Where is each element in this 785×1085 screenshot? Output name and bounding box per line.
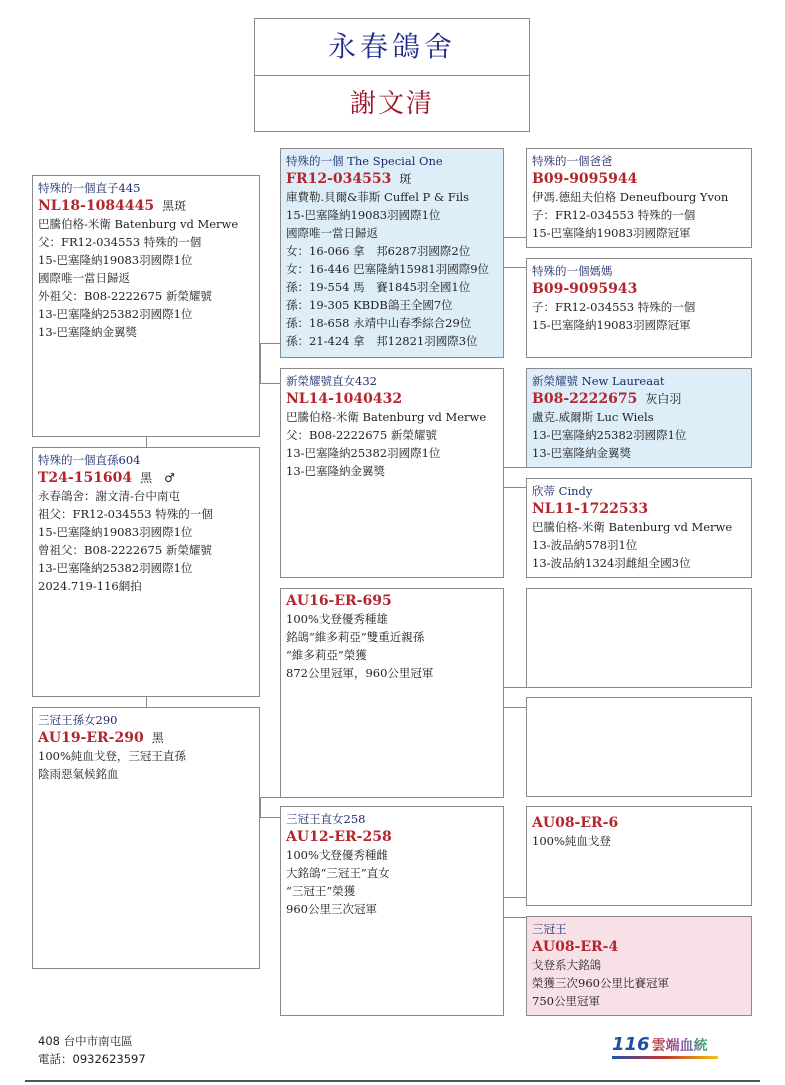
info-line: 100%戈登優秀種雄 — [286, 612, 388, 626]
info-line: 盧克.威爾斯 Luc Wiels — [532, 410, 654, 424]
logo-text: 雲端血統 — [651, 1038, 708, 1054]
info-line: 15-巴塞隆納19083羽國際1位 — [38, 525, 193, 539]
connector-line — [260, 817, 280, 818]
box-title: 三冠王孫女290 — [38, 713, 118, 727]
pedigree-dam-sire — [280, 588, 504, 798]
ring-number: NL14-1040432 — [286, 391, 403, 407]
feather-color: 黑斑 — [162, 199, 187, 213]
info-line: 榮獲三次960公里比賽冠軍 — [532, 976, 669, 990]
ring-number: NL11-1722533 — [532, 501, 649, 517]
info-line: 祖父：FR12-034553 特殊的一個 — [38, 507, 213, 521]
ring-number: B09-9095943 — [532, 281, 638, 297]
connector-line — [146, 437, 147, 447]
connector-line — [260, 797, 280, 798]
feather-color: 灰白羽 — [645, 392, 682, 406]
info-line: 15-巴塞隆納19083羽國際1位 — [38, 253, 193, 267]
box-title: 特殊的一個爸爸 — [532, 154, 613, 168]
info-line: “三冠王”榮獲 — [286, 884, 356, 898]
pedigree-ggp-1 — [526, 148, 752, 248]
connector-line — [260, 797, 261, 817]
brand-logo — [612, 1034, 718, 1059]
box-title: 新榮耀號直女432 — [286, 374, 377, 388]
ring-number: AU12-ER-258 — [286, 829, 392, 845]
phone: 電話：0932623597 — [38, 1052, 146, 1066]
ring-number: T24-151604 — [38, 470, 133, 486]
info-line: 13-巴塞隆納25382羽國際1位 — [38, 307, 193, 321]
pedigree-subject — [32, 447, 260, 697]
info-line: 100%純血戈登 — [532, 834, 611, 848]
info-line: 孫：19-554 馬 賽1845羽全國1位 — [286, 280, 471, 294]
owner-name: 謝文清 — [349, 89, 434, 119]
info-line: 子：FR12-034553 特殊的一個 — [532, 300, 696, 314]
info-line: 100%純血戈登，三冠王直孫 — [38, 749, 186, 763]
info-line: 子：FR12-034553 特殊的一個 — [532, 208, 696, 222]
box-title: 三冠王 — [532, 922, 567, 936]
info-line: 外祖父：B08-2222675 新榮耀號 — [38, 289, 212, 303]
connector-line — [504, 237, 526, 238]
logo-number: 116 — [612, 1034, 650, 1055]
connector-line — [504, 487, 526, 488]
info-line: 15-巴塞隆納19083羽國際冠軍 — [532, 226, 691, 240]
info-line: 大銘鴿“三冠王”直女 — [286, 866, 390, 880]
connector-line — [504, 917, 526, 918]
info-line: 永春鴿舍：謝文清-台中南屯 — [38, 489, 180, 503]
info-line: 曾祖父：B08-2222675 新榮耀號 — [38, 543, 212, 557]
pedigree-ggp-8 — [526, 916, 752, 1016]
pedigree-ggp-2 — [526, 258, 752, 358]
info-line: 巴騰伯格-米衛 Batenburg vd Merwe — [286, 410, 487, 424]
info-line: 孫：19-305 KBDB鴿王全國7位 — [286, 298, 453, 312]
box-title: 新榮耀號 New Laureaat — [532, 374, 665, 388]
info-line: 國際唯一當日歸返 — [38, 271, 130, 285]
info-line: 15-巴塞隆納19083羽國際冠軍 — [532, 318, 691, 332]
bottom-divider — [25, 1080, 760, 1082]
info-line: 巴騰伯格-米衛 Batenburg vd Merwe — [38, 217, 239, 231]
info-line: 孫：21-424 拿 邦12821羽國際3位 — [286, 334, 478, 348]
box-title: 特殊的一個直子445 — [38, 181, 141, 195]
box-title: 特殊的一個媽媽 — [532, 264, 613, 278]
info-line: 13-巴塞隆納25382羽國際1位 — [286, 446, 441, 460]
connector-line — [260, 343, 280, 344]
ring-number: AU16-ER-695 — [286, 593, 392, 609]
info-line: 750公里冠軍 — [532, 994, 600, 1008]
pedigree-sire-sire — [280, 148, 504, 358]
info-line: 2024.719-116網拍 — [38, 579, 142, 593]
info-line: 女：16-446 巴塞隆納15981羽國際9位 — [286, 262, 490, 276]
loft-name: 永春鴿舍 — [255, 19, 529, 76]
info-line: 13-巴塞隆納金翼獎 — [38, 325, 138, 339]
info-line: 伊馮.德紐夫伯格 Deneufbourg Yvon — [532, 190, 729, 204]
title-box — [254, 18, 530, 132]
info-line: 13-巴塞隆納25382羽國際1位 — [38, 561, 193, 575]
box-title: 特殊的一個 The Special One — [286, 154, 443, 168]
pedigree-ggp-5 — [526, 588, 752, 688]
info-line: 巴騰伯格-米衛 Batenburg vd Merwe — [532, 520, 733, 534]
feather-color: 斑 — [399, 172, 412, 186]
connector-line — [504, 267, 526, 268]
info-line: 13-波品納1324羽雌組全國3位 — [532, 556, 691, 570]
info-line: “維多莉亞”榮獲 — [286, 648, 367, 662]
pedigree-sire — [32, 175, 260, 437]
info-line: 國際唯一當日歸返 — [286, 226, 378, 240]
box-title: 三冠王直女258 — [286, 812, 366, 826]
ring-number: AU08-ER-4 — [532, 939, 619, 955]
pedigree-sire-dam — [280, 368, 504, 578]
footer-contact — [38, 1032, 146, 1068]
feather-color: 黑 ♂ — [140, 471, 175, 485]
connector-line — [146, 697, 147, 707]
ring-number: AU08-ER-6 — [532, 815, 619, 831]
info-line: 13-巴塞隆納25382羽國際1位 — [532, 428, 687, 442]
connector-line — [260, 383, 280, 384]
info-line: 銘鴿“維多莉亞”雙重近親孫 — [286, 630, 425, 644]
info-line: 13-巴塞隆納金翼獎 — [532, 446, 632, 460]
info-line: 庫費勒.貝爾&菲斯 Cuffel P & Fils — [286, 190, 470, 204]
info-line: 孫：18-658 永靖中山春季綜合29位 — [286, 316, 472, 330]
ring-number: B08-2222675 — [532, 391, 638, 407]
feather-color: 黑 — [151, 731, 164, 745]
box-title: 欣蒂 Cindy — [532, 484, 593, 498]
info-line: 女：16-066 拿 邦6287羽國際2位 — [286, 244, 471, 258]
logo-underline — [612, 1056, 718, 1059]
info-line: 父：FR12-034553 特殊的一個 — [38, 235, 202, 249]
ring-number: NL18-1084445 — [38, 198, 155, 214]
connector-line — [504, 467, 526, 468]
pedigree-ggp-7 — [526, 806, 752, 906]
info-line: 15-巴塞隆納19083羽國際1位 — [286, 208, 441, 222]
pedigree-ggp-3 — [526, 368, 752, 468]
pedigree-ggp-6 — [526, 697, 752, 797]
info-line: 960公里三次冠軍 — [286, 902, 377, 916]
info-line: 父：B08-2222675 新榮耀號 — [286, 428, 437, 442]
pedigree-ggp-4 — [526, 478, 752, 578]
info-line: 100%戈登優秀種雌 — [286, 848, 388, 862]
ring-number: AU19-ER-290 — [38, 730, 144, 746]
box-title: 特殊的一個直孫604 — [38, 453, 141, 467]
info-line: 陰雨惡氣候銘血 — [38, 767, 119, 781]
address: 408 台中市南屯區 — [38, 1034, 133, 1048]
info-line: 13-波品納578羽1位 — [532, 538, 638, 552]
pedigree-dam-dam — [280, 806, 504, 1016]
pedigree-dam — [32, 707, 260, 969]
connector-line — [504, 687, 526, 688]
connector-line — [504, 897, 526, 898]
info-line: 872公里冠軍，960公里冠軍 — [286, 666, 434, 680]
info-line: 戈登系大銘鴿 — [532, 958, 601, 972]
info-line: 13-巴塞隆納金翼獎 — [286, 464, 386, 478]
ring-number: FR12-034553 — [286, 171, 392, 187]
ring-number: B09-9095944 — [532, 171, 638, 187]
connector-line — [260, 343, 261, 383]
connector-line — [504, 707, 526, 708]
